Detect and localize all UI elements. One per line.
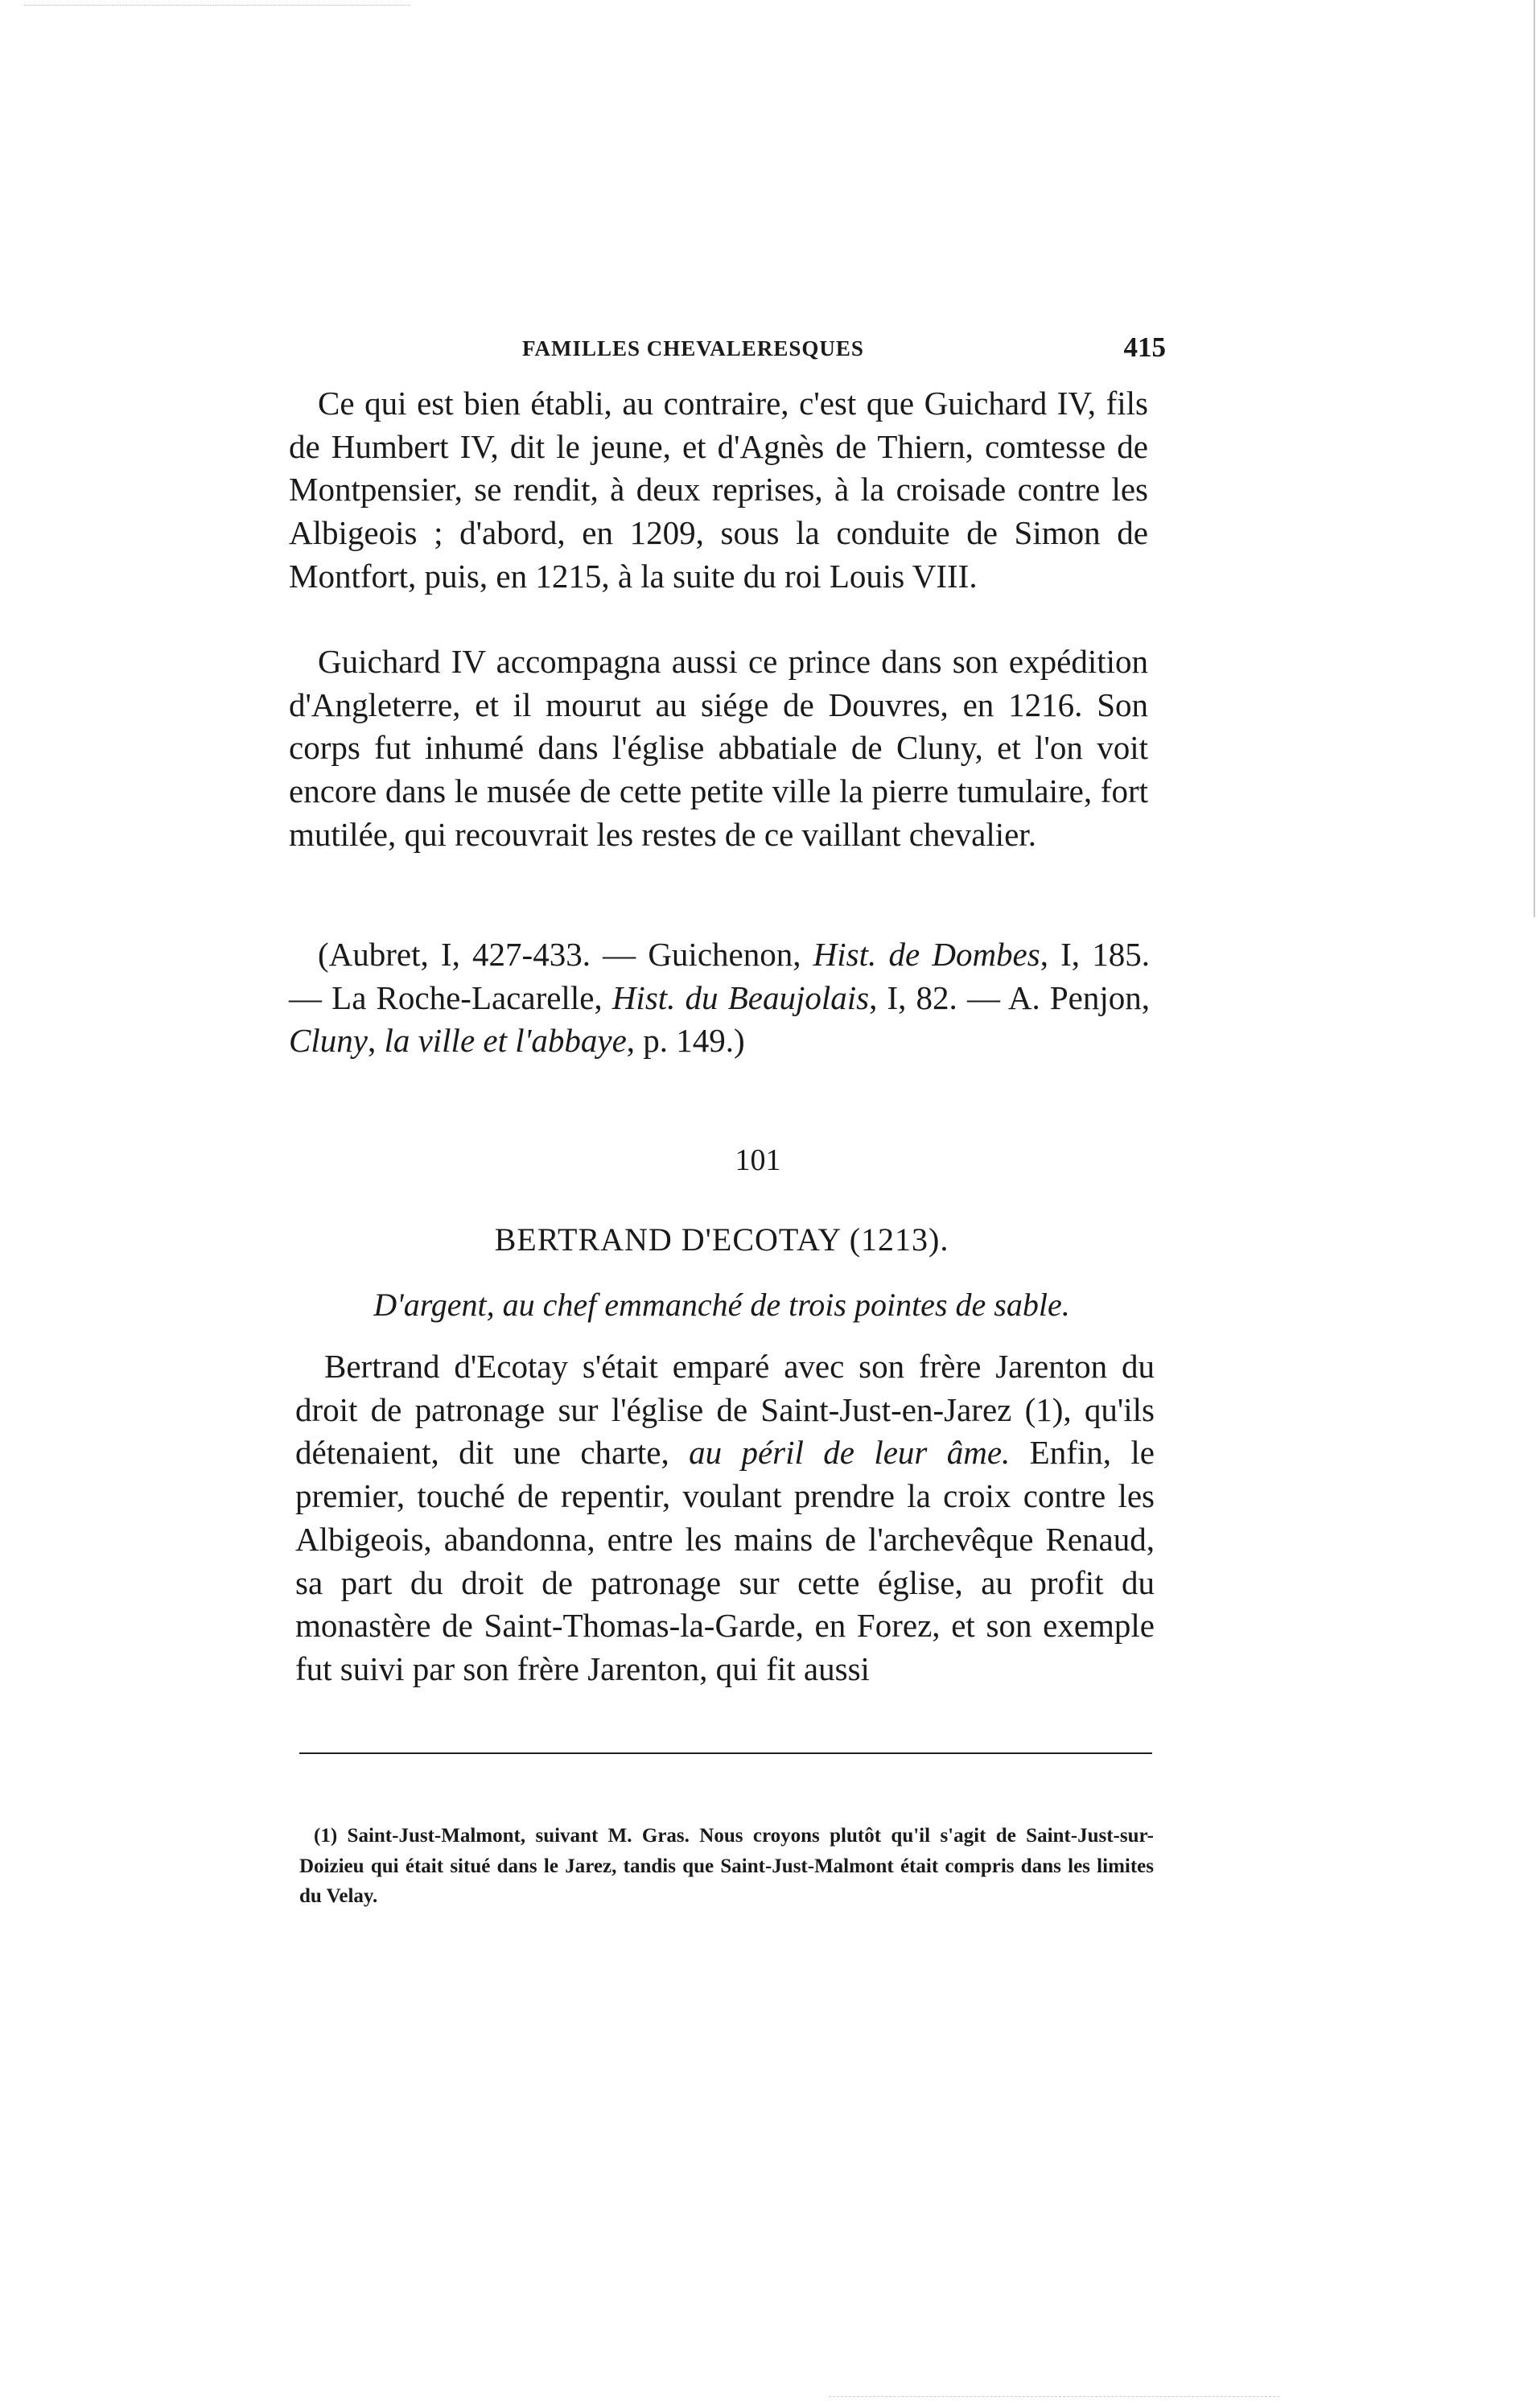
entry-title: BERTRAND D'ECOTAY (1213). <box>494 1221 949 1258</box>
p3-italic-phrase: au péril de leur âme. <box>689 1434 1011 1472</box>
ref-title-ville-abbaye: la ville et l'abbaye <box>384 1022 627 1060</box>
running-head: FAMILLES CHEVALERESQUES <box>522 336 864 360</box>
p3-text-2: Enfin, le premier, touché de repentir, voulant prendre la croix contre les Albigeois, abandonna, entre les mains de l'archevêque Renaud, sa part du droit de patronage sur cette église, au profit du monastère de Saint-Thomas-la-Garde, en Forez, et son exemple fut suivi par son frère Jarenton, qui fit aussi <box>295 1434 1155 1687</box>
ref-title-cluny: Cluny <box>289 1022 368 1060</box>
page-number: 415 <box>1123 332 1166 363</box>
ref-text-4: , <box>367 1022 385 1060</box>
page-header <box>289 332 1166 369</box>
ref-text-1: (Aubret, I, 427-433. — Guichenon, <box>318 936 813 973</box>
ref-text-5: , p. 149.) <box>626 1022 745 1060</box>
footnote: (1) Saint-Just-Malmont, suivant M. Gras. Nous croyons plutôt qu'il s'agit de Saint-Just-sur-Doizieu qui était situé dans le Jarez, tandis que Saint-Just-Malmont était compris dans les limites du Velay. <box>299 1825 1154 1907</box>
entry-blazon: D'argent, au chef emmanché de trois pointes de sable. <box>373 1287 1070 1323</box>
ref-text-2: , I, 185. — La Roche-Lacarelle, <box>289 936 1150 1016</box>
page-edge-line <box>1534 0 1535 917</box>
paragraph-guichard-crusade: Ce qui est bien établi, au contraire, c'est que Guichard IV, fils de Humbert IV, dit le jeune, et d'Agnès de Thiern, comtesse de Montpensier, se rendit, à deux reprises, à la croisade contre les Albigeois ; d'abord, en 1209, sous la conduite de Simon de Montfort, puis, en 1215, à la suite du roi Louis VIII. <box>289 385 1148 595</box>
paragraph-bertrand-ecotay <box>295 1345 1155 1691</box>
entry-number: 101 <box>735 1143 781 1177</box>
paragraph-guichard-death: Guichard IV accompagna aussi ce prince dans son expédition d'Angleterre, et il mourut au siége de Douvres, en 1216. Son corps fut inhumé dans l'église abbatiale de Cluny, et l'on voit encore dans le musée de cette petite ville la pierre tumulaire, fort mutilée, qui recouvrait les restes de ce vaillant chevalier. <box>289 643 1148 853</box>
p3-text-1: Bertrand d'Ecotay s'était emparé avec son frère Jarenton du droit de patronage sur l'église de Saint-Just-en-Jarez (1), qu'ils détenaient, dit une charte, <box>295 1348 1155 1472</box>
ref-title-hist-dombes: Hist. de Dombes <box>813 936 1040 973</box>
footnote-rule <box>299 1752 1152 1754</box>
ref-text-3: , I, 82. — A. Penjon, <box>869 978 1150 1016</box>
bibliographic-references <box>289 933 1150 1063</box>
scan-specks-top <box>24 5 410 6</box>
scan-specks-bottom <box>829 2396 1279 2398</box>
ref-title-hist-beaujolais: Hist. du Beaujolais <box>611 978 870 1016</box>
